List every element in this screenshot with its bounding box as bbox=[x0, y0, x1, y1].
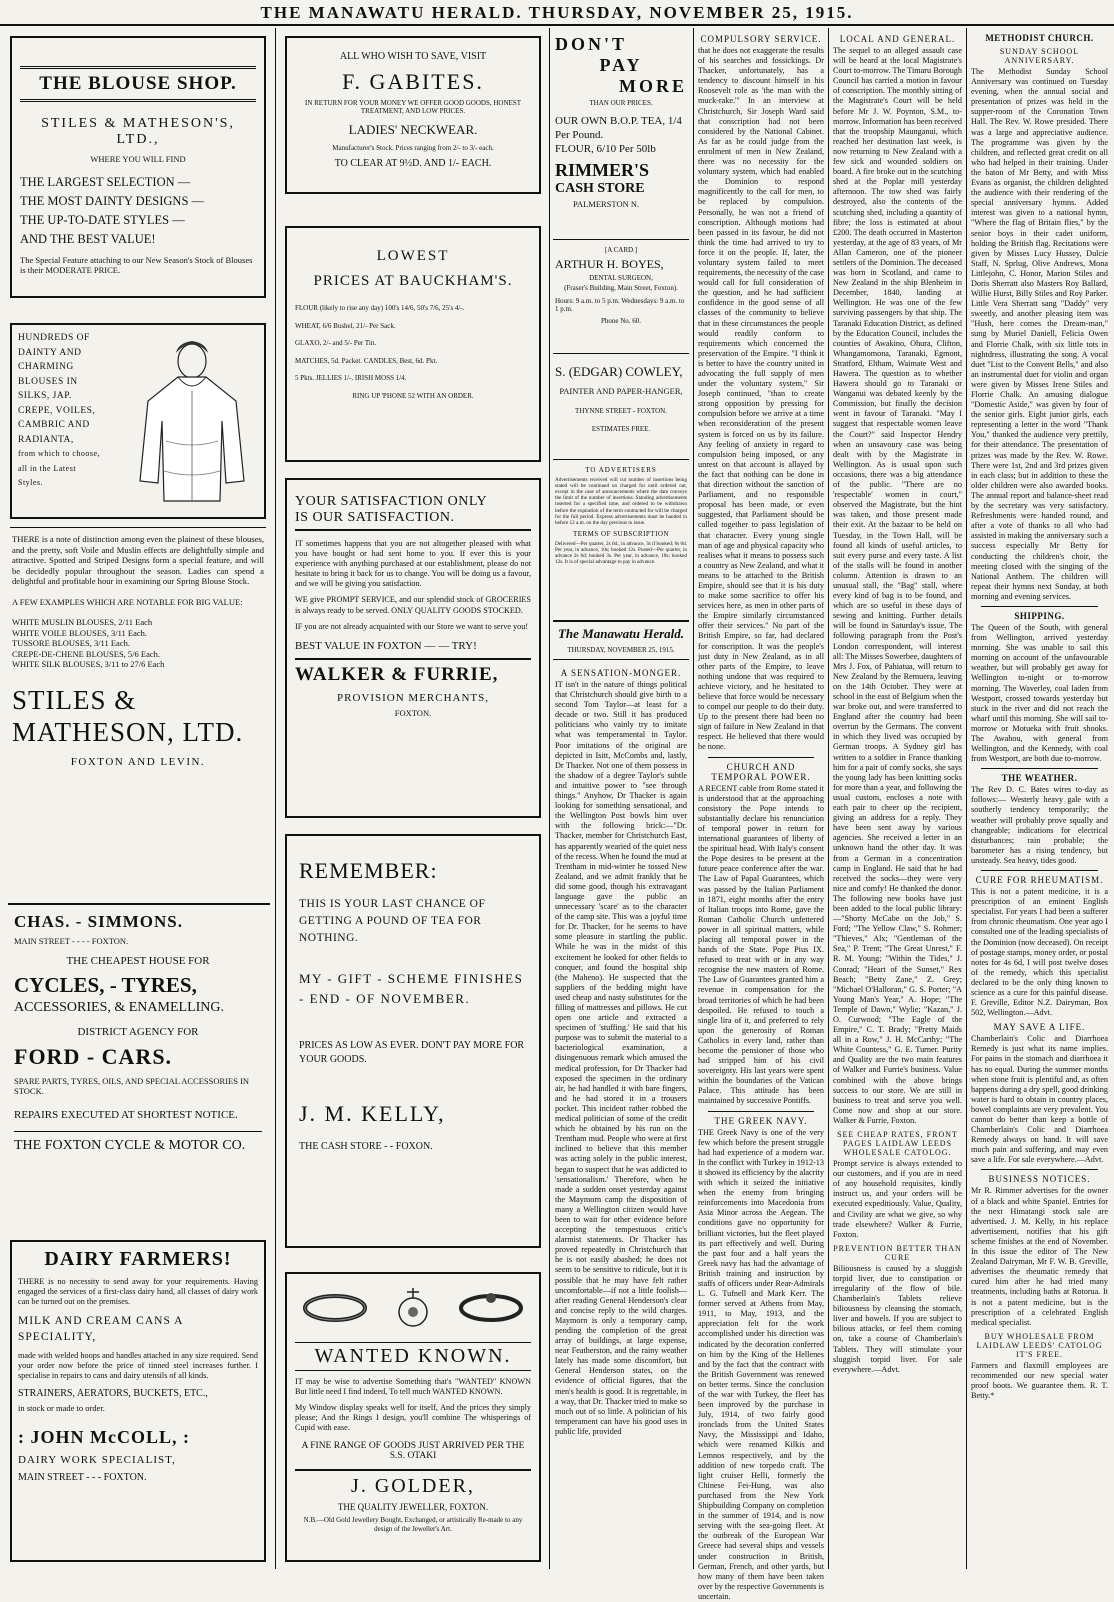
rimmer-more: MORE bbox=[619, 76, 687, 96]
simmons-ford: FORD - CARS. bbox=[14, 1043, 173, 1069]
dairy-stock: in stock or made to order. bbox=[18, 1402, 105, 1413]
bauckham-item: WHEAT, 6/6 Bushel, 21/- Per Sack. bbox=[295, 321, 396, 330]
blouse-item: CREPE-DE-CHENE BLOUSES, 5/6 Each. bbox=[12, 648, 161, 659]
blouse-title: THE BLOUSE SHOP. bbox=[20, 66, 256, 102]
hundreds-line: SILKS, JAP. bbox=[18, 391, 72, 401]
dairy-milk: MILK AND CREAM CANS A SPECIALITY, bbox=[18, 1315, 183, 1344]
weather-body: The Rev D. C. Bates wires to-day as follows:— Westerly heavy gale with a southerly tendency temporarily; the weather will probably prove squally and changeable; indications for electrical disturbances; rain probable; the barometer has a rising tendency, but unsteady. Sea heavy, tides good. bbox=[971, 785, 1108, 865]
kelly-remember: REMEMBER: bbox=[299, 858, 438, 883]
boyes-card bbox=[553, 246, 689, 354]
divider bbox=[8, 903, 270, 905]
cowley-trade: PAINTER AND PAPER-HANGER, bbox=[559, 386, 683, 396]
buy-title: BUY WHOLESALE FROM LAIDLAW LEEDS' CATOLOG IT'S FREE. bbox=[976, 1331, 1103, 1359]
boyes-card-label: [A CARD.] bbox=[604, 246, 638, 254]
local-body: The sequel to an alleged assault case will be heard at the local Magistrate's Court to-morrow. The Timaru Borough Council has carried a motion in favour of conscription. The monthly sitting of the Magistrate's Court will be held before Mr J. W. Poynton, S.M., to-morrow. Information has been received that the troopship Maunganui, which reached her destination last week, is now returning to New Zealand with a few sick and wounded soldiers on board. A fire broke out in the scutching shed at the Poplar mill yesterday afternoon. The tow shed was fairly destroyed, also the contents of the scutching shed, including a quantity of fibre; the loss is estimated at about £200. The death occurred in Masterton yesterday, at the age of 83 years, of Mr Allan Cameron, one of the pioneer settlers of the Dominion. The deceased was born in Scotland, and came to New Zealand in the ship Blenheim in December, 1840, landing at Wellington. He was one of the few surviving passengers by that ship. The Taranaki Education District, as defined by the Education Council, includes the counties of Awakino, Ohura, Clifton, Whangamomona, Taranaki, Egmont, Stratford, Eltham, Waimate West and Hawera. The question as to whether Hawera should go to Taranaki or Wanganui was debated keenly by the Commission, but finally the decision went in favour of Taranaki. "May I suggest that respectable women leave the Court?" said Inspector Hendry when an unsavoury case was being dealt with by the Magistrate in Wellington. As is usual upon such occasions, there was a big attendance of the public. "There are no 'respectable' women in court," observed the Magistrate, but the hint was taken, and those present made their exit. At the bazaar to be held on Tuesday, in the Town Hall, will be found all kinds of useful articles, to suit every purse and every taste. A list of the stalls will be found in another column. Attention is drawn to an unusual stall, the "Bag" stall, where every kind of bag is to be found, and which are so useful in these days of sewing and knitting. Further details will be found in Saturday's issue. The following paragraph from the Post's London correspondent, will interest all: The Misses Sowerbee, daughters of Mrs J. Fox, of Pahiatua, will return to New Zealand by the Remuera, leaving on the 14th October. They were at school in the east of Belgium when the war broke out, and were transferred to England after the country had been overrun by the Germans. The convent in which they lived was occupied by German troops. A Sydney girl has written to a soldier in France thanking him for a pair of comfy socks, she says the young lady has been knitting socks for more than a year, and following the usual custom, encloses a note with each pair to cheer up the recipient, giving an address for a reply. They have been sent away by various agencies. She received a letter in an unknown hand the other day. It was from a German in a concentration camp in England. He said that he had received the socks—they were very nice and comfy! He thanked the donor. The following new books have just been added to the local public library:—"Shorty McCabe on the Job," S. Ford; "The Yellow Claw," S. Rohmer; "Thieves," Alx; "Gentleman of the Sea," P. Trent; "The Great Unrest," F. R. M. Young; "Within the Tides," J. Conrad; "Heart of the Sunset," Rex Beach; "Betty Zane," Z. Grey; "Michael O'Halloran," G. S. Porter; "A Young Man's Year," A. Hope; "The Temple of Dawn," Wylie; "Kazan," J. O. Curwood; "The Eagle of the Empire," C. T. Brady; "Pretty Maids all in a Row," J. H. McCarthy; "The White Countess," G. E. Turner. Purity and Quality are the two main features of Walker and Furrie's business. Value combined with the above brings success to our store. We are still in business to treat and serve you well. Come now and shop at our store. Walker & Furrie, Foxton. bbox=[833, 46, 963, 1125]
church-body: A RECENT cable from Rome stated it is understood that at the approaching consistory the Pope intends to substantially declare his renunciation of temporal power in return for international guarantees of liberty of the spiritual head. With Italy's consent the Pope desires to be present at the future peace conference after the war. The Law of Papal Guarantees, which was passed by the Italian Parliament in 1871, eight months after the entry of Italian troops into Rome, gave the Roman Catholic Church unfettered power in all spiritual matters, while placing all temporal power in the hands of the State. Pope Pius IX. refused to treat with or in any way recognise the new masters of Rome. The Law of Guarantees granted him a revenue in compensation for the broad territories of which he had been despoiled. He refused to touch a single lira of it, and preferred to rely upon the generosity of Roman Catholics in every land, rather than become the pensioner of those who had stripped him of his civil sovereignty. His last years were spent within the boundaries of the Vatican Palace. This attitude has been maintained by successive Pontiffs. bbox=[698, 783, 824, 1106]
simmons-cheapest: THE CHEAPEST HOUSE FOR bbox=[66, 954, 210, 967]
gabites-name: F. GABITES. bbox=[342, 68, 484, 94]
dairy-title: DAIRY FARMERS! bbox=[44, 1248, 232, 1270]
simmons-accessories: ACCESSORIES, & ENAMELLING. bbox=[14, 999, 225, 1015]
golder-nb: N.B.—Old Gold Jewellery Bought, Exchanged, or artistically Re-made to any design of the Jeweller's Art. bbox=[303, 1516, 523, 1533]
gabites-ad bbox=[285, 36, 541, 194]
rimmer-tea: OUR OWN B.O.P. TEA, 1/4 Per Pound. bbox=[555, 114, 682, 141]
walker-best: BEST VALUE IN FOXTON — — TRY! bbox=[295, 639, 477, 652]
blouse-line-2: THE MOST DAINTY DESIGNS — bbox=[20, 193, 205, 208]
simmons-spare: SPARE PARTS, TYRES, OILS, AND SPECIAL ACCESSORIES IN STOCK. bbox=[14, 1075, 250, 1096]
navy-body: THE Greek Navy is one of the very few which before the present struggle had had experience of a modern war. In the conflict with Turkey in 1912-13 it showed its efficiency by the alacrity with which it seized the initiative when the enemy from bringing reinforcements into Macedonia from Asia Minor across the Aegean. The conditions gave no opportunity for brilliant victories, but the fleet played its part effectively and well. During the past four and a half years the Greek navy has had the advantage of British training and instruction by staffs of officers under Rear-Admirals L. G. Tufnell and Mark Kerr. The former served at Athens from May, 1911, to May, 1913, and the appreciation felt for the work accomplished under his direction was indicated by the decoration conferred on him by the King of the Hellenes and by the fact that the contract with the British Government was renewed on better terms. Since the conclusion of the war with Turkey, the fleet has been improved by the purchase in July, 1914, of two fairly good ironclads from the United States Navy, the Mississippi and Idaho, which were renamed Kilkis and Lemnos respectively, and by the addition of new torpedo craft. The light cruiser Helli, formerly the Chinese Fei-Hung, was also purchased from the New York Shipbuilding Company on completion in the summer of 1914, and is now serving with the sea-going fleet. At the outbreak of the European War Greece had several ships and vessels under construction in British, German, French, and other yards, but how many of them have been taken over by the respective Governments is uncertain. bbox=[698, 1127, 824, 1601]
hundreds-line: BLOUSES IN bbox=[18, 376, 78, 387]
blouse-note-section bbox=[10, 527, 266, 802]
blouse-item: WHITE SILK BLOUSES, 3/11 to 27/6 Each bbox=[12, 659, 165, 669]
simmons-name: CHAS. - SIMMONS. bbox=[14, 912, 184, 931]
dairy-specialist: DAIRY WORK SPECIALIST, bbox=[18, 1454, 176, 1467]
column-6 bbox=[969, 30, 1110, 1566]
cowley-ad bbox=[553, 360, 689, 460]
buy-body: Farmers and flaxmill employees are recommended our new special water proof boots. We guarantee them. R. T. Betty.* bbox=[971, 1360, 1108, 1401]
kelly-p3: PRICES AS LOW AS EVER. DON'T PAY MORE FOR YOUR GOODS. bbox=[299, 1040, 525, 1065]
boyes-surgeon: DENTAL SURGEON, bbox=[589, 273, 653, 282]
column-rule bbox=[549, 28, 550, 1569]
prevention-body: Biliousness is caused by a sluggish torpid liver, due to constipation or irregularity of the flow of bile. Chamberlain's Tablets relieve biliousness by cleansing the stomach, liver and bowels. If you are subject to bilious attacks, or feel them coming on, take a course of Chamberlain's Tablets. They will stimulate your sluggish torpid liver. For sale everywhere.—Advt. bbox=[833, 1263, 962, 1374]
blouse-item: WHITE VOILE BLOUSES, 3/11 Each. bbox=[12, 627, 148, 638]
gabites-return: IN RETURN FOR YOUR MONEY WE OFFER GOOD GOODS, HONEST TREATMENT, AND LOW PRICES. bbox=[305, 98, 521, 115]
walker-heading-2: IS OUR SATISFACTION. bbox=[295, 510, 531, 531]
stiles-big-1: STILES & bbox=[12, 684, 137, 715]
prevention-title: PREVENTION BETTER THAN CURE bbox=[833, 1243, 962, 1262]
dairy-strainers: STRAINERS, AERATORS, BUCKETS, ETC., bbox=[18, 1387, 208, 1399]
sensation-title: A SENSATION-MONGER. bbox=[560, 668, 682, 678]
shipping-title: SHIPPING. bbox=[1014, 610, 1065, 621]
advertisers-notice bbox=[553, 466, 689, 616]
kelly-p1: THIS IS YOUR LAST CHANCE OF GETTING A POUND OF TEA FOR NOTHING. bbox=[299, 898, 486, 944]
gabites-stock: Manufacturer's Stock. Prices ranging from 2/- to 3/- each. bbox=[332, 143, 494, 152]
rheumatism-body: This is not a patent medicine, it is a prescription of an eminent English specialist. For years I had been a sufferer from chronic rheumatism. One year ago I consulted one of the leading specialists of the Dominion (now deceased). On receipt of postage stamps, money order, or postal notes for 4s 6d, I will post twelve doses of the remedy, which this specialist declared to be the only thing known to science as a cure for this painful disease. F. Greville, Editor N.Z. Dairyman, Box 502, Wellington.—Advt. bbox=[971, 887, 1108, 1018]
business-body: Mr R. Rimmer advertises for the owner of a black and white Spaniel. Entries for the next Himatangi stock sale are advertised. J. M. Kelly, in his replace advertisement, notifies that his gift scheme finishes at the end of November. In this issue the editor of The New Zealand Dairyman, Mr F. W. B. Greville, advertises the rheumatic remedy that cured him after he had tried many treatments, including baths at Rotorua. It is not a patent medicine, but is the prescription of a celebrated English medical specialist. bbox=[971, 1186, 1108, 1327]
compulsory-body: that he does not exaggerate the results of his searches and fossickings. Dr Thacker, unfortunately, has a tendency to discount himself in his Roosevelt role as 'the man with the muck-rake.'" In an interview at Christchurch, Sir Joseph Ward said that conscription had not been considered by the National Cabinet. As far as he could judge from the enrolment of men in New Zealand, there was no necessity for the voluntary system, which had enabled the Dominion to respond magnificently to the call for men, to be replaced by compulsion. Personally, he was not a friend of conscription. Although motions had been passed in its favour, he did not think the time had arrived to try to force it on the people. If, later, the voluntary system failed to meet requirements, the necessity of the case would call for full consideration of the question, and he had sufficient confidence in the good sense of all classes of the community to believe that in these circumstances the people would readily conform to requirements which concerned the preservation of the Empire. "I think it is better to have the country united in advocating the full supply of men under the voluntary system," Sir Joseph continued, "than to create strong opposition by pressing for compulsion before we arrive at a time when reconsideration of the present system is forced on us by its failure. Any feeling of anxiety in regard to compulsion being imposed, or any unrest on that account is allayed by the fact that nothing can be done in that direction without the sanction of Parliament, and no responsible proposal has been made, or even suggested, that Parliament should be called together to pass legislation of that character. Every young single man of age and physical capacity who realises what it means to possess such a country as New Zealand, and what it means to be attached to the British Empire, should see that it is his duty to make some sacrifice to offer his services here, as men in other parts of the Empire similarly circumstanced offer their services." No part of the British Empire, so far, had declared for conscription. It was the people's just duty in New Zealand, as in all other parts of the Empire, to leave nothing undone that was required to achieve victory, and he hesitated to believe that force would be necessary to compel our people to do their duty. Up to the present there had been no sign of failure in New Zealand in that respect. He believed that there would be none. bbox=[698, 46, 824, 752]
golder-wanted: WANTED KNOWN. bbox=[295, 1342, 531, 1371]
boyes-phone: Phone No. 60. bbox=[600, 316, 642, 325]
gabites-top: ALL WHO WISH TO SAVE, VISIT bbox=[339, 51, 487, 62]
rimmer-town: PALMERSTON N. bbox=[573, 198, 640, 209]
dairy-address: MAIN STREET - - - FOXTON. bbox=[18, 1472, 147, 1484]
walker-p3: IF you are not already acquainted with our Store we want to serve you! bbox=[295, 621, 529, 631]
methodist-title: METHODIST CHURCH. bbox=[985, 33, 1094, 43]
save-life-body: Chamberlain's Colic and Diarrhoea Remedy is just what its name implies. For pains in the stomach and diarrhoea it has no equal. During the summer months when stone fruit is plentiful and, as often happens during a dry spell, good drinking water is hard to obtain in country places, bowel complaints are very prevalent. You cannot do better than keep a bottle of Chamberlain's Colic and Diarrhoea Remedy always on hand. It will save much pain and suffering, and may even save a life. For sale everywhere.—Advt. bbox=[971, 1034, 1108, 1165]
laidlaw-title: SEE CHEAP RATES, FRONT PAGES LAIDLAW LEEDS WHOLESALE CATOLOG. bbox=[837, 1130, 958, 1158]
column-rule bbox=[828, 28, 829, 1569]
gabites-neckwear: LADIES' NECKWEAR. bbox=[348, 121, 478, 137]
dairy-detail: made with welded hoops and handles attached in any size required. Send your order now before the price of tinned steel increases further. I specialise in repairs to cans and dairy utensils of all kinds. bbox=[18, 1351, 258, 1381]
jewellery-illustration-icon bbox=[295, 1280, 531, 1338]
rimmer-cash: CASH STORE bbox=[555, 180, 645, 196]
rimmer-pay: PAY bbox=[599, 55, 643, 75]
bauckham-ring: RING UP 'PHONE 52 WITH AN ORDER. bbox=[352, 391, 474, 400]
methodist-body: The Methodist Sunday School Anniversary was continued on Tuesday evening, when the annual social and presentation of prizes was held in the supper-room of the Coronation Town Hall. The Rev. W. Rowe presided. There was a large and appreciative audience. The programme was given by the children, and reflected great credit on all who had helped in their training. Under the baton of Mr Betty, and with Miss Evans as organist, the children delighted the audience with their rendering of the special anniversary hymns. Added interest was given to a national hymn, "Where the flag of Britain flies," by the senior boys in their cadet uniform, holding the British flag. Recitations were given by Misses Lucy Hussey, Dulcie Staff, N. Sprlug, Olive Andrews, Mona Littlejohn, C. Honor, Marion Stiles and Doris Sherratt also Masters Roy Ballard, Willie Hurst, Billy Stiles and Roy Parker. Little Vera Sherratt sang "Daddy" very sweetly, and another pleasing item was "Hush, here comes the Dream-man," sung by Muriel Daniell, Felicia Owen and Florrie Chalk, with six little tots in nightdress, illustrating the song. A vocal duet "List to the Convent Bells," and also an instrumental duet for violin and organ were given by Misses Irene Stiles and Florrie Chalk. An amusing dialogue "Domestic Aside," was given by four of the senior girls. Eight junior girls, each representing a letter in the word "Thank You," thanked the audience very prettily, for their attendance. The presentation of prizes was made by the Rev. W. Rowe. There were 1st, 2nd and 3rd prizes given in each class; but in addition to these the older children were also awarded books. The annual report and balance-sheet read by the secretary was very satisfactory. Refreshments were handed round, and after a vote of thanks to all who had assisted in making the anniversary such a success especially Mr Betty for conducting the children's choir, the meeting closed with the singing of the National Anthem. The children will repeat their hymns next Sunday, at both morning and evening services. bbox=[971, 67, 1108, 601]
walker-p1: IT sometimes happens that you are not altogether pleased with what you have bought or had sent home to you. If ever this is your experience with anything purchased at our establishment, please do not hesitate to bring it back for us to change. You will be doing us a favour, and we will be giving you satisfaction. bbox=[295, 539, 531, 589]
advert-title: TO ADVERTISERS bbox=[585, 466, 657, 474]
golder-verse-1: IT may be wise to advertise Something that's "WANTED" KNOWN But little need I find indeed, To tell much WANTED KNOWN. bbox=[295, 1377, 531, 1397]
dairy-intro: THERE is no necessity to send away for your requirements. Having engaged the services of a first-class dairy hand, all classes of dairy work can be turned out on the premises. bbox=[18, 1277, 258, 1307]
sensation-body: IT isn't in the nature of things political that Christchurch should give birth to a second Tom Taylor—at least for a decade or two. Still it has produced politicians who vainly try to imitate what was temperamental in Taylor. Poor imitations of the original are depicted in Isitt, McCombs and, lastly, Dr Thacker. Not one of them possess in the shadow of a degree Taylor's subtle and intuitive power to "see through things." Anyhow, Dr Thacker is again looking for something sensational, and the Wellington Post bowls him over with the following brick:—"Dr. Thacker, member for Christchurch East, has apparently wearied of the quiet ness of the recess. When he found the mud at Trentham in mid-winter he tossed New Zealand, and we admit frankly that he did some good, though his extravagant language gave the public an unnecessary 'scare' as to the character of the camp site. This was a joyful time for Dr. Thacker, for he seems to have some pleasure in startling the public. While he was in the midst of this excitement he looked for other fields to conquer, and found the hospital ship (the Maheno). He suspected that the suppliers of the bedding might have used cheap and nasty substitutes for the filling of mattresses and pillows. He cut open one article and extracted a specimen of 'stuffing.' He said that his purpose was to submit the material to a bacteriological examination, a disingenuous remark which amused the medical profession, for Dr Thacker had exposed the specimen in the ordinary air, he had handled it with bare fingers, and he had stored it in a trousers pocket. This incident rather robbed the medical politician of some of the credit which he obtained by his run on the Trentham mud. People who were at first inclined to believe that this member was acting solely in the public interest, began to suspect that he was addicted to 'sensationalism.' Therefore, when he made a sudden onset yesterday against the Maymorn camp the disposition of many a Wellington citizen would have been to wait for other evidence before accepting the tempestuous critic's alarmist statements. Dr Thacker has proved repeatedly in Christchurch that he is not easily abashed; he does not seem to be sensitive to ridicule, but it is possible that he may have felt rather uncomfortable—if not a little foolish—after reading General Henderson's clear and concise reply to the wild charges. Maymorn is only a temporary camp, pending the completion of the great array of buildings, at large expense, near Featherston, and the rainy weather lately has made some discomfort, but General Henderson states, on the evidence of official figures, that the men's health is good. It is regrettable, in a way, that Dr. Thacker tried to make so much out of so little. A politician of his temperament can have his good uses in public life, provided bbox=[555, 680, 687, 1436]
stiles-town: FOXTON AND LEVIN. bbox=[70, 755, 206, 768]
shipping-body: The Queen of the South, with general from Wellington, arrived yesterday morning. She was unable to sail this morning on account of the unfavourable weather, but will probably get away for Wellington to-night or to-morrow morning. The Waverley, coal laden from Westport, crossed towards yesterday but stuck in the river and did not reach the wharf until this morning. She will sail to-morrow or Motueka with fruit shooks. The Awahou, with general from Wellington, and the Kennedy, with coal from Westport, are both due to-morrow. bbox=[971, 622, 1108, 764]
blouse-item: TUSSORE BLOUSES, 3/11 Each. bbox=[12, 638, 130, 648]
boyes-hours: Hours: 9 a.m. to 5 p.m. Wednesdays: 9 a.m. to 1 p.m. bbox=[555, 296, 685, 313]
column-rule bbox=[693, 28, 694, 1569]
rimmer-than: THAN OUR PRICES. bbox=[589, 99, 653, 107]
business-title: BUSINESS NOTICES. bbox=[988, 1174, 1091, 1185]
blouse-hundreds-box bbox=[10, 323, 266, 519]
church-title: CHURCH AND TEMPORAL POWER. bbox=[711, 761, 811, 782]
blouse-firm: STILES & MATHESON'S, LTD., bbox=[41, 116, 235, 147]
local-title: LOCAL AND GENERAL. bbox=[839, 34, 956, 44]
walker-name: WALKER & FURRIE, bbox=[295, 658, 531, 686]
blouse-shop-ad bbox=[10, 36, 266, 298]
herald-title: The Manawatu Herald. bbox=[557, 626, 685, 641]
bauckham-prices: PRICES AT BAUCKHAM'S. bbox=[313, 273, 513, 289]
rimmer-dont: DON'T bbox=[555, 34, 628, 54]
stiles-big-2: MATHESON, LTD. bbox=[12, 716, 244, 747]
rimmer-ad bbox=[553, 34, 689, 240]
column-rule bbox=[275, 28, 276, 1569]
compulsory-title: COMPULSORY SERVICE. bbox=[700, 34, 822, 44]
blouse-line-4: AND THE BEST VALUE! bbox=[20, 231, 156, 246]
herald-title-block bbox=[553, 620, 689, 660]
kelly-name: J. M. KELLY, bbox=[299, 1101, 446, 1126]
dairy-name: : JOHN McCOLL, : bbox=[18, 1427, 190, 1448]
save-life-title: MAY SAVE A LIFE. bbox=[993, 1022, 1086, 1033]
simmons-repairs: REPAIRS EXECUTED AT SHORTEST NOTICE. bbox=[14, 1108, 238, 1121]
simmons-district: DISTRICT AGENCY FOR bbox=[77, 1025, 199, 1038]
masthead: THE MANAWATU HERALD. THURSDAY, NOVEMBER 25, 1915. bbox=[0, 0, 1114, 26]
hundreds-line: CHARMING bbox=[18, 362, 74, 372]
navy-title: THE GREEK NAVY. bbox=[714, 1115, 808, 1126]
simmons-cycles: CYCLES, - TYRES, bbox=[14, 972, 197, 997]
kelly-ad bbox=[285, 834, 541, 1248]
blouse-where: WHERE YOU WILL FIND bbox=[90, 154, 186, 164]
gabites-clear: TO CLEAR AT 9½D. AND 1/- EACH. bbox=[334, 158, 492, 169]
kelly-store: THE CASH STORE - - FOXON. bbox=[299, 1141, 433, 1152]
cowley-estimates: ESTIMATES FREE. bbox=[591, 425, 651, 433]
hundreds-line: HUNDREDS OF bbox=[18, 333, 90, 343]
rheumatism-title: CURE FOR RHEUMATISM. bbox=[975, 875, 1104, 886]
kelly-p2: MY - GIFT - SCHEME FINISHES - END - OF NOVEMBER. bbox=[299, 971, 524, 1006]
hundreds-line: Styles. bbox=[18, 478, 44, 487]
rimmer-flour: FLOUR, 6/10 Per 50lb bbox=[555, 142, 656, 155]
herald-date: THURSDAY, NOVEMBER 25, 1915. bbox=[567, 646, 675, 654]
hundreds-line: all in the Latest bbox=[18, 463, 77, 473]
column-4 bbox=[696, 30, 826, 1601]
rimmer-name: RIMMER'S bbox=[555, 159, 649, 180]
weather-title: THE WEATHER. bbox=[1001, 773, 1078, 784]
simmons-address: MAIN STREET - - - - FOXTON. bbox=[14, 936, 129, 946]
column-rule bbox=[966, 28, 967, 1569]
terms-title: TERMS OF SUBSCRIPTION bbox=[572, 530, 670, 539]
dairy-ad bbox=[10, 1240, 266, 1562]
methodist-subtitle: SUNDAY SCHOOL ANNIVERSARY. bbox=[999, 47, 1080, 65]
cowley-name: S. (EDGAR) COWLEY, bbox=[555, 364, 683, 379]
hundreds-line: RADIANTA, bbox=[18, 434, 74, 445]
hundreds-line: from which to choose, bbox=[18, 449, 101, 458]
golder-verse-2: My Window display speaks well for itself, And the prices they simply please; And the Rings I design, you'll combine The whisperings of Cupid with ease. bbox=[295, 1403, 531, 1433]
laidlaw-body: Prompt service is always extended to our customers, and if you are in need of any household requisites, kindly instruct us, and your orders will be executed expeditiously. Value, Quality, and Civility are what we give, so why trade elsewhere? Walker & Furrie, Foxton. bbox=[833, 1159, 962, 1239]
bauckham-item: MATCHES, 5d. Packet. CANDLES, Best, 6d. Pkt. bbox=[295, 356, 438, 365]
golder-name: J. GOLDER, bbox=[295, 1469, 531, 1498]
boyes-building: (Fraser's Building, Main Street, Foxton). bbox=[564, 284, 678, 292]
golder-jeweller: THE QUALITY JEWELLER, FOXTON. bbox=[337, 1502, 489, 1513]
bauckham-lowest: LOWEST bbox=[376, 248, 450, 264]
hundreds-line: CAMBRIC AND bbox=[18, 420, 90, 430]
blouse-note: THERE is a note of distinction among even the plainest of these blouses, and the pretty, soft Voile and Muslin effects are delightfully simple and attractive. Spotted and Striped Designs form a special feature, and will be decidedly popular throughout the season. Ladies can spend a delightful and profitable hour in examining our Spring Blouse Stock. bbox=[12, 534, 264, 586]
walker-town: FOXTON. bbox=[394, 707, 432, 718]
bauckham-item: 5 Pkts. JELLIES 1/-. IRISH MOSS 1/4. bbox=[295, 374, 407, 382]
bauckham-item: FLOUR (likely to rise any day) 100's 14/6, 50's 7/6, 25's 4/-. bbox=[295, 304, 465, 312]
hundreds-line: CREPE, VOILES, bbox=[18, 405, 96, 416]
simmons-ad bbox=[10, 908, 266, 1213]
cowley-address: THYNNE STREET - FOXTON. bbox=[575, 406, 667, 415]
boyes-name: ARTHUR H. BOYES, bbox=[555, 256, 664, 271]
advert-text: Advertisements received will cut number of insertions being stated will be continued on charged for until ordered out, except in the case of announcements where the date conveys the limit of the number of insertions. Standing advertisements inserted for a specified time, and ordered to be withdrawn before the expiration of the term contracted for will be charged for the full period. Express advertisements must be handed in before 12 a.m. on the day previous to issue. bbox=[555, 476, 687, 526]
blouse-line-3: THE UP-TO-DATE STYLES — bbox=[20, 212, 185, 227]
blouse-illustration-icon bbox=[118, 331, 258, 511]
walker-ad bbox=[285, 478, 541, 818]
bauckham-ad bbox=[285, 226, 541, 462]
golder-range: A FINE RANGE OF GOODS JUST ARRIVED PER THE S.S. OTAKI bbox=[301, 1441, 525, 1462]
blouse-few: A FEW EXAMPLES WHICH ARE NOTABLE FOR BIG VALUE: bbox=[12, 596, 243, 607]
walker-provision: PROVISION MERCHANTS, bbox=[336, 691, 490, 704]
walker-heading-1: YOUR SATISFACTION ONLY bbox=[295, 494, 488, 509]
sensation-article bbox=[553, 664, 689, 1566]
terms-text: Delivered—Per quarter, 2s 6d., in advance, 3s if booked; 6s 6d. Per year, in advance, 10s; booked 12s. Posted—Per quarter, in advance 2s 6d; booked 3s. Per year, in advance, 10s; booked 12s. It is of special advantage to pay in advance. bbox=[555, 540, 687, 566]
bauckham-item: GLAXO, 2/- and 5/- Per Tin. bbox=[295, 339, 377, 347]
golder-ad bbox=[285, 1272, 541, 1562]
hundreds-line: DAINTY AND bbox=[18, 347, 82, 358]
column-5 bbox=[831, 30, 964, 1566]
blouse-line-1: THE LARGEST SELECTION — bbox=[20, 174, 191, 189]
blouse-item: WHITE MUSLIN BLOUSES, 2/11 Each bbox=[12, 617, 153, 627]
walker-p2: WE give PROMPT SERVICE, and our splendid stock of GROCERIES is always ready to be served. ONLY QUALITY GOODS STOCKED. bbox=[295, 595, 531, 615]
blouse-special: The Special Feature attaching to our New Season's Stock of Blouses is their MODERATE PRICE. bbox=[20, 254, 253, 275]
simmons-motor: THE FOXTON CYCLE & MOTOR CO. bbox=[14, 1131, 262, 1154]
